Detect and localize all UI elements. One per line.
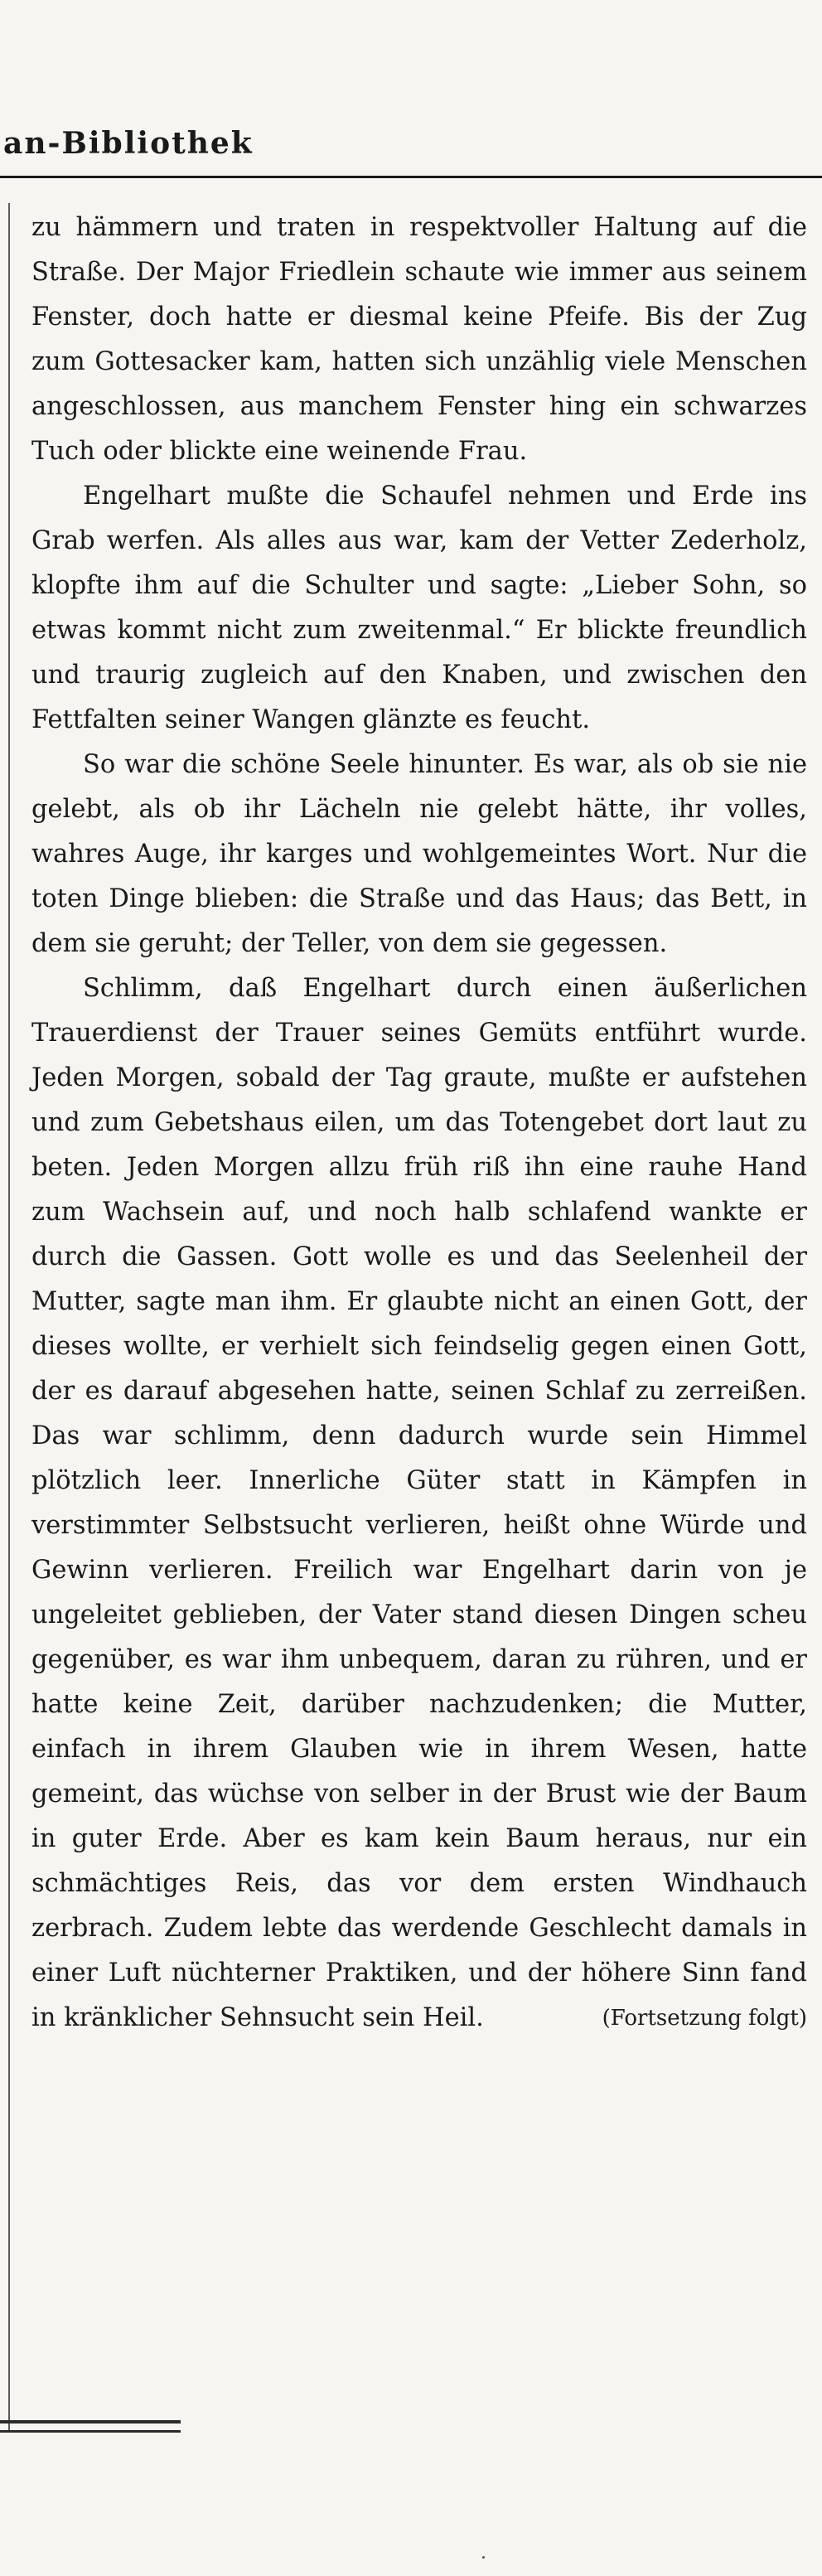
continuation-note: (Fortsetzung folgt) — [602, 2006, 807, 2031]
paragraph-4-text: Schlimm, daß Engelhart durch einen äußerlichen Trauerdienst der Trauer seines Gemüts entführt wurde. Jeden Morgen, sobald der Tag graute, mußte er aufstehen und zum Gebetshaus eilen, um das Totengebet dort laut zu beten. Jeden Morgen allzu früh riß ihn eine rauhe Hand zum Wachsein auf, und noch halb schlafend wankte er durch die Gassen. Gott wolle es und das Seelenheil der Mutter, sagte man ihm. Er glaubte nicht an einen Gott, der dieses wollte, er verhielt sich feindselig gegen einen Gott, der es darauf abgesehen hatte, seinen Schlaf zu zerreißen. Das war schlimm, denn dadurch wurde sein Himmel plötzlich leer. Innerliche Güter statt in Kämpfen in verstimmter Selbstsucht verlieren, heißt ohne Würde und Gewinn verlieren. Freilich war Engelhart darin von je ungeleitet geblieben, der Vater stand diesen Dingen scheu gegenüber, es war ihm unbequem, daran zu rühren, und er hatte keine Zeit, darüber nachzudenken; die Mutter, einfach in ihrem Glauben wie in ihrem Wesen, hatte gemeint, das wüchse von selber in der Brust wie der Baum in guter Erde. Aber es kam kein Baum heraus, nur ein schmächtiges Reis, das vor dem ersten Windhauch zerbrach. Zudem lebte das werdende Geschlecht damals in einer Luft nüchterner Praktiken, und der höhere Sinn fand in kränklicher Sehnsucht sein Heil. — [31, 974, 807, 2032]
print-speck — [482, 2556, 485, 2559]
page-header — [0, 126, 822, 176]
header-rule — [0, 176, 822, 178]
paragraph-1: zu hämmern und traten in respektvoller Haltung auf die Straße. Der Major Friedlein schaute wie immer aus seinem Fenster, doch hatte er diesmal keine Pfeife. Bis der Zug zum Gottesacker kam, hatten sich unzählig viele Menschen angeschlossen, aus manchem Fenster hing ein schwarzes Tuch oder blickte eine weinende Frau. — [31, 213, 807, 466]
paragraph-2: Engelhart mußte die Schaufel nehmen und Erde ins Grab werfen. Als alles aus war, kam der Vetter Zederholz, klopfte ihm auf die Schulter und sagte: „Lieber Sohn, so etwas kommt nicht zum zweitenmal.“ Er blickte freundlich und traurig zugleich auf den Knaben, und zwischen den Fettfalten seiner Wangen glänzte es feucht. — [31, 482, 807, 734]
end-rule-thick — [0, 2420, 181, 2423]
article-column — [31, 206, 807, 2041]
end-rule-thin — [0, 2430, 181, 2433]
paragraph-4 — [31, 966, 807, 2041]
column-rule — [8, 203, 10, 2433]
paragraph-3: So war die schöne Seele hinunter. Es war, als ob sie nie gelebt, als ob ihr Lächeln nie gelebt hätte, ihr volles, wahres Auge, ihr karges und wohlgemeintes Wort. Nur die toten Dinge blieben: die Straße und das Haus; das Bett, in dem sie geruht; der Teller, von dem sie gegessen. — [31, 750, 807, 958]
running-header-title: an-Bibliothek — [3, 126, 254, 161]
